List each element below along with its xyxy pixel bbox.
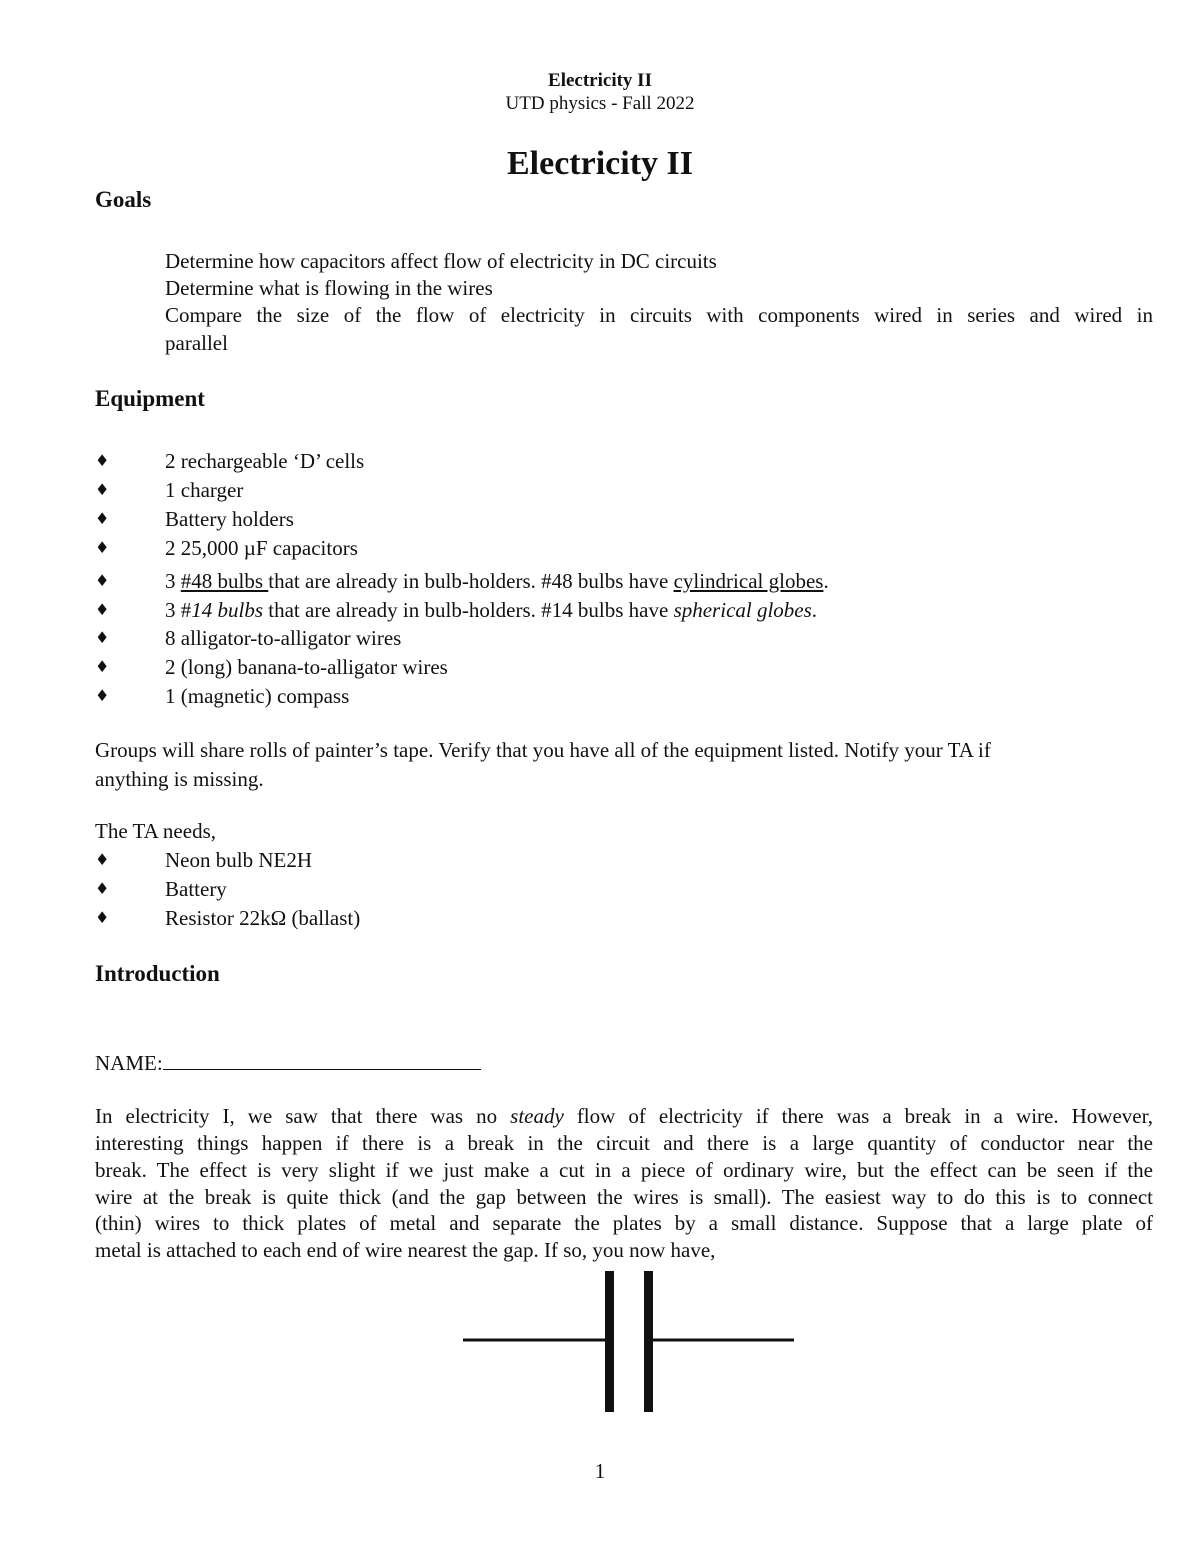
ta-needs-label: The TA needs, [95, 819, 216, 843]
page-number: 1 [594, 1459, 606, 1483]
name-blank-line[interactable] [163, 1049, 481, 1070]
capacitor-right-plate [644, 1271, 653, 1412]
equipment-item: ♦ 1 (magnetic) compass [95, 684, 350, 708]
page-title: Electricity II [507, 145, 693, 182]
equipment-heading: Equipment [95, 386, 205, 411]
ta-item: ♦ Neon bulb NE2H [95, 848, 312, 872]
intro-paragraph-line: metal is attached to each end of wire nearest the gap. If so, you now have, [95, 1238, 716, 1262]
equipment-note-continuation: anything is missing. [95, 767, 264, 791]
ta-item: ♦ Battery [95, 877, 227, 901]
diamond-bullet-icon: ♦ [95, 657, 110, 676]
diamond-bullet-icon: ♦ [95, 451, 110, 470]
diamond-bullet-icon: ♦ [95, 538, 110, 557]
intro-paragraph-line: (thin) wires to thick plates of metal and separate the plates by a small distance. Suppose that a large plate of [95, 1211, 1153, 1235]
goal-item: Compare the size of the flow of electricity in circuits with components wired in series and wired in [165, 303, 1153, 327]
diamond-bullet-icon: ♦ [95, 571, 110, 590]
intro-paragraph-line: break. The effect is very slight if we just make a cut in a piece of ordinary wire, but the effect can be seen if the [95, 1158, 1153, 1182]
running-title: Electricity II [548, 70, 652, 91]
capacitor-left-plate [605, 1271, 614, 1412]
equipment-item: ♦ 8 alligator-to-alligator wires [95, 626, 402, 650]
equipment-item: ♦ 3 #14 bulbs that are already in bulb-holders. #14 bulbs have spherical globes. [95, 598, 818, 622]
name-field[interactable] [95, 1049, 481, 1076]
diamond-bullet-icon: ♦ [95, 879, 110, 898]
equipment-item: ♦ Battery holders [95, 507, 294, 531]
goal-item: Determine what is flowing in the wires [165, 276, 493, 300]
equipment-item: ♦ 2 (long) banana-to-alligator wires [95, 655, 448, 679]
ta-item: ♦ Resistor 22kΩ (ballast) [95, 906, 361, 930]
intro-paragraph-line: In electricity I, we saw that there was no steady flow of electricity if there was a break in a wire. However, [95, 1104, 1153, 1128]
introduction-heading: Introduction [95, 961, 220, 986]
diamond-bullet-icon: ♦ [95, 850, 110, 869]
diamond-bullet-icon: ♦ [95, 908, 110, 927]
goal-item: Determine how capacitors affect flow of electricity in DC circuits [165, 249, 717, 273]
equipment-item: ♦ 2 25,000 µF capacitors [95, 536, 358, 560]
equipment-item: ♦ 3 #48 bulbs that are already in bulb-holders. #48 bulbs have cylindrical globes. [95, 569, 829, 593]
intro-paragraph-line: interesting things happen if there is a break in the circuit and there is a large quantity of conductor near the [95, 1131, 1153, 1155]
goals-heading: Goals [95, 187, 152, 212]
diamond-bullet-icon: ♦ [95, 509, 110, 528]
name-label: NAME: [95, 1051, 163, 1075]
diamond-bullet-icon: ♦ [95, 480, 110, 499]
diamond-bullet-icon: ♦ [95, 600, 110, 619]
equipment-item: ♦ 1 charger [95, 478, 244, 502]
equipment-note: Groups will share rolls of painter’s tape. Verify that you have all of the equipment listed. Notify your TA if [95, 738, 991, 762]
capacitor-symbol [460, 1268, 800, 1416]
diamond-bullet-icon: ♦ [95, 686, 110, 705]
intro-paragraph-line: wire at the break is quite thick (and the gap between the wires is small). The easiest way to do this is to connect [95, 1185, 1153, 1209]
diamond-bullet-icon: ♦ [95, 628, 110, 647]
running-subtitle: UTD physics - Fall 2022 [505, 93, 695, 114]
equipment-item: ♦ 2 rechargeable ‘D’ cells [95, 449, 365, 473]
goal-item-continuation: parallel [165, 331, 228, 355]
